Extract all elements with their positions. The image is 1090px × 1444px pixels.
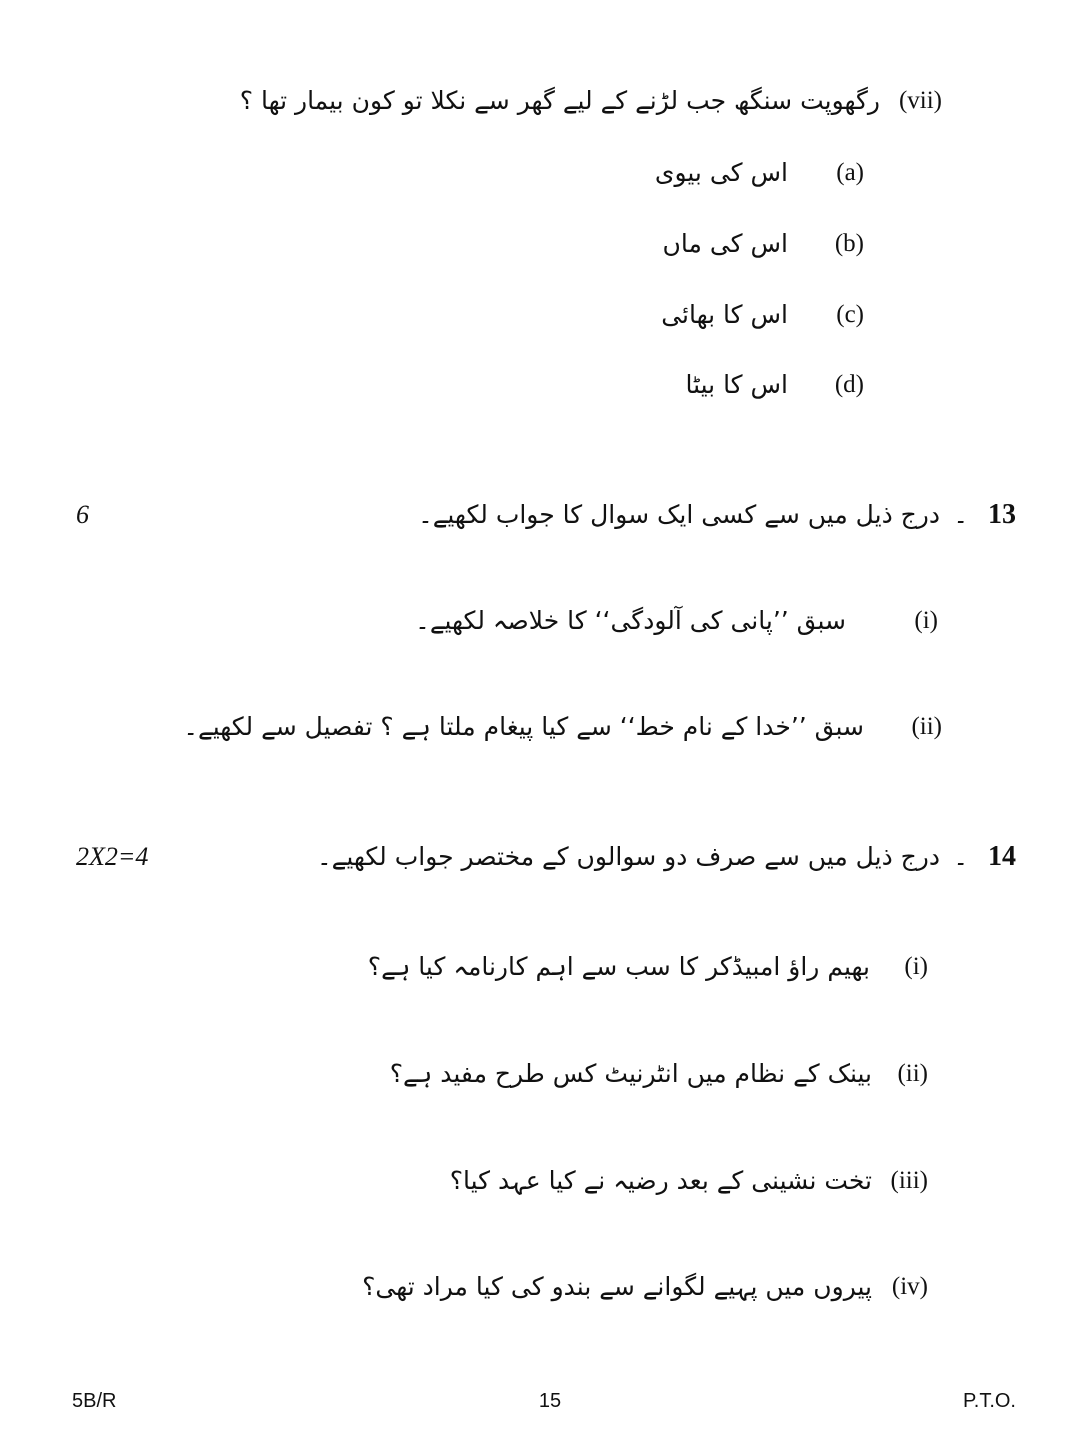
q13-marks: 6 bbox=[76, 500, 89, 529]
q14-item-iv-text: پیروں میں پہیے لگوانے سے بندو کی کیا مراد تھی؟ bbox=[362, 1272, 872, 1301]
q13-item-ii-text: سبق ’’خدا کے نام خط‘‘ سے کیا پیغام ملتا ہے ؟ تفصیل سے لکھیے۔ bbox=[183, 712, 864, 741]
q12-option-b-text: اس کی ماں bbox=[662, 229, 788, 258]
q12-option-d-label: (d) bbox=[834, 371, 864, 398]
q12-vii-label: (vii) bbox=[898, 87, 942, 114]
q13-instruction: درج ذیل میں سے کسی ایک سوال کا جواب لکھیے۔ bbox=[418, 500, 940, 529]
q12-option-a-label: (a) bbox=[836, 159, 864, 186]
q12-option-d-text: اس کا بیٹا bbox=[685, 370, 788, 399]
q12-option-c-text: اس کا بھائی bbox=[661, 300, 788, 329]
q13-dash: ۔ bbox=[953, 500, 968, 529]
q13-item-ii-label: (ii) bbox=[911, 713, 942, 740]
q14-marks: 2X2=4 bbox=[76, 842, 149, 871]
q12-option-c-label: (c) bbox=[836, 301, 864, 328]
q14-instruction: درج ذیل میں سے صرف دو سوالوں کے مختصر جواب لکھیے۔ bbox=[317, 842, 940, 871]
footer-pto: P.T.O. bbox=[963, 1390, 1016, 1412]
q13-item-i-label: (i) bbox=[914, 607, 938, 634]
q14-item-iii-label: (iii) bbox=[890, 1167, 928, 1194]
q14-dash: ۔ bbox=[953, 842, 968, 871]
q14-item-i-text: بھیم راؤ امبیڈکر کا سب سے اہم کارنامہ کیا ہے؟ bbox=[367, 952, 870, 981]
q13-number: 13 bbox=[988, 499, 1016, 530]
q14-item-ii-text: بینک کے نظام میں انٹرنیٹ کس طرح مفید ہے؟ bbox=[389, 1059, 872, 1088]
q12-vii-text: رگھوپت سنگھ جب لڑنے کے لیے گھر سے نکلا تو کون بیمار تھا ؟ bbox=[239, 86, 880, 115]
q13-item-i-text: سبق ’’پانی کی آلودگی‘‘ کا خلاصہ لکھیے۔ bbox=[415, 606, 846, 635]
q14-item-iii-text: تخت نشینی کے بعد رضیہ نے کیا عہد کیا؟ bbox=[449, 1166, 872, 1195]
q14-item-iv-label: (iv) bbox=[891, 1273, 928, 1300]
footer-paper-code: 5B/R bbox=[72, 1390, 117, 1412]
q14-item-ii-label: (ii) bbox=[897, 1060, 928, 1087]
q14-number: 14 bbox=[988, 841, 1016, 872]
footer-page-number: 15 bbox=[538, 1390, 562, 1412]
q12-option-b-label: (b) bbox=[834, 230, 864, 257]
q12-option-a-text: اس کی بیوی bbox=[654, 158, 788, 187]
q14-item-i-label: (i) bbox=[904, 953, 928, 980]
